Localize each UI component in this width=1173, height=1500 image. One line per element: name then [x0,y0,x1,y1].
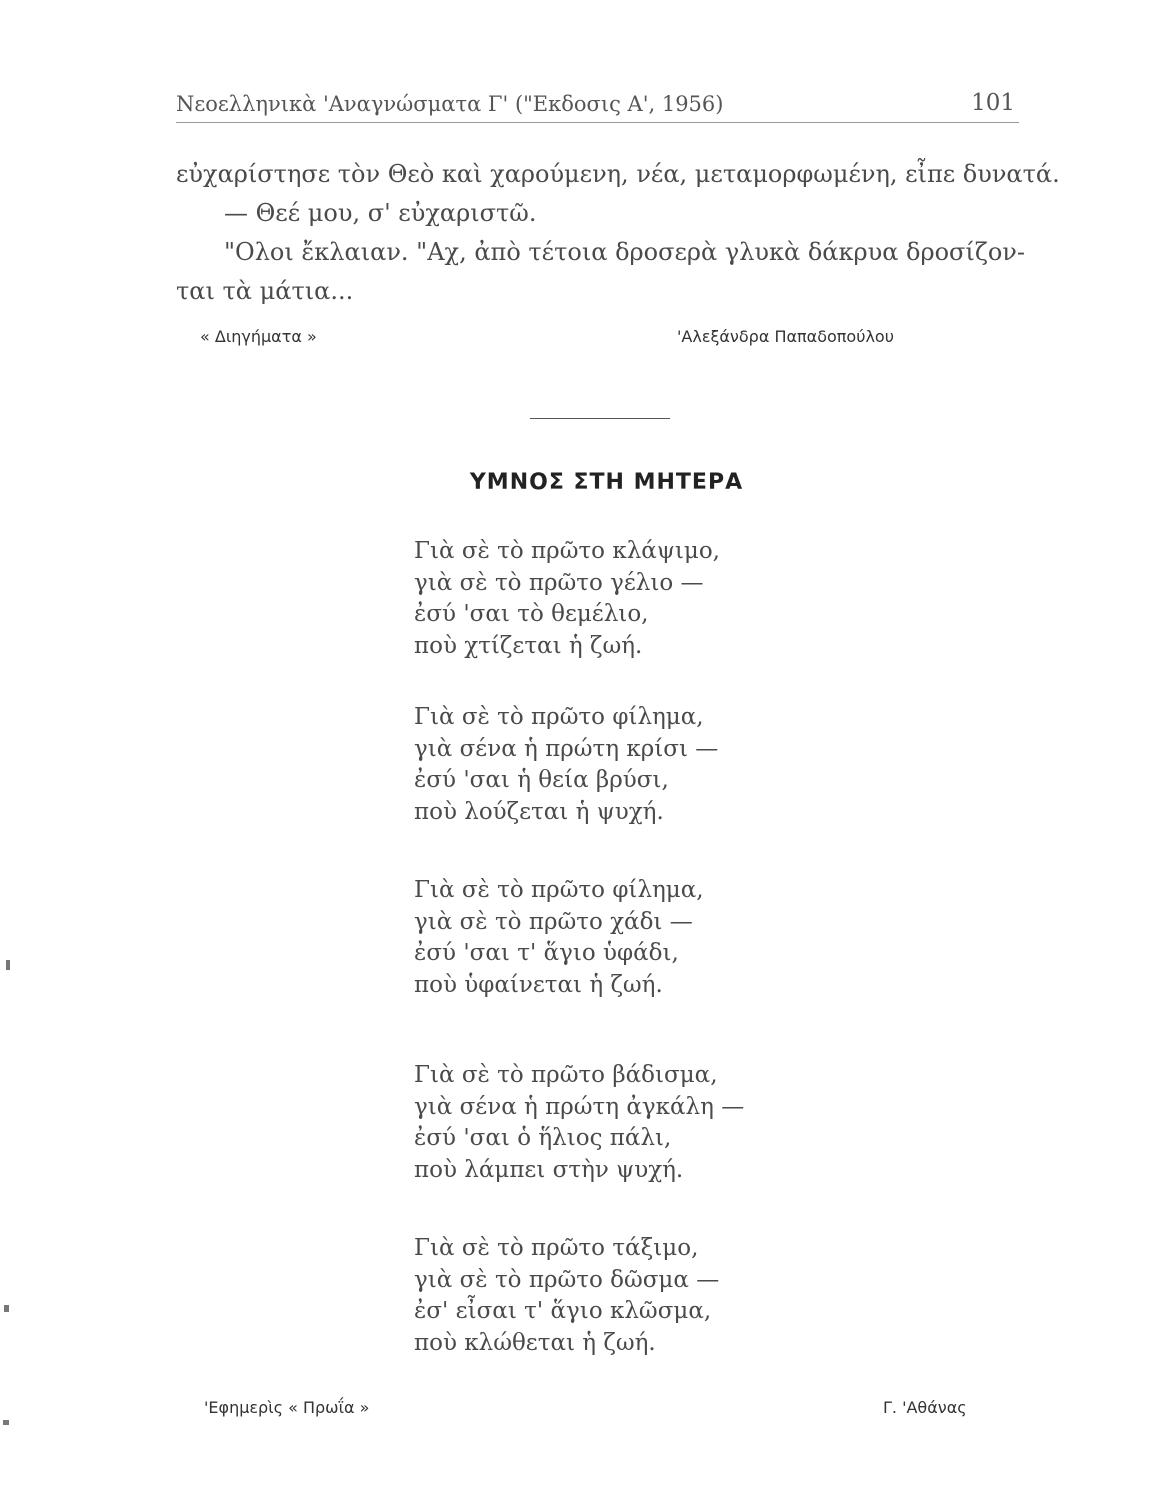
source-work: « Διηγήματα » [200,327,317,346]
poem-source-work: 'Εφημερὶς « Πρωΐα » [204,1398,370,1417]
prose-block [176,155,1060,311]
poem-line: ποὺ λάμπει στὴν ψυχή. [414,1156,684,1183]
scan-speck [6,960,10,970]
poem-line: ποὺ κλώθεται ἡ ζωή. [414,1329,656,1356]
poem-line: γιὰ σένα ἡ πρώτη ἀγκάλη — [414,1093,745,1120]
poem-source-author: Γ. 'Αθάνας [883,1398,967,1417]
poem-line: ποὺ ὑφαίνεται ἡ ζωή. [414,971,663,998]
scan-speck [3,1420,9,1425]
poem-line: ἐσύ 'σαι ὁ ἥλιος πάλι, [414,1125,672,1151]
poem-line: γιὰ σὲ τὸ πρῶτο χάδι — [414,908,693,935]
scan-speck [4,1305,9,1312]
poem-line: Γιὰ σὲ τὸ πρῶτο φίλημα, [414,877,704,903]
page-number: 101 [971,90,1015,116]
poem-stanza [414,875,704,1001]
poem-title: ΥΜΝΟΣ ΣΤΗ ΜΗΤΕΡΑ [469,470,744,495]
running-header [176,88,1019,123]
poem-line: ἐσύ 'σαι τ' ἅγιο ὑφάδι, [414,940,679,966]
prose-line: "Ολοι ἔκλαιαν. "Αχ, ἀπὸ τέτοια δροσερὰ γλυκὰ δάκρυα δροσίζον- [224,238,1025,266]
prose-line: — Θεέ μου, σ' εὐχαριστῶ. [224,199,537,227]
poem-line: ἐσύ 'σαι τὸ θεμέλιο, [414,601,649,627]
poem-line: ἐσύ 'σαι ἡ θεία βρύσι, [414,767,669,793]
prose-line: ται τὰ μάτια... [176,277,354,305]
poem-line: γιὰ σὲ τὸ πρῶτο δῶσμα — [414,1266,720,1293]
running-title: Νεοελληνικὰ 'Αναγνώσματα Γ' ("Εκδοσις Α', 1956) [176,92,724,116]
poem-stanza [414,702,718,828]
poem-line: ἐσ' εἶσαι τ' ἅγιο κλῶσμα, [414,1298,712,1324]
poem-line: γιὰ σὲ τὸ πρῶτο γέλιο — [414,569,704,596]
poem-line: Γιὰ σὲ τὸ πρῶτο φίλημα, [414,704,704,730]
poem-stanza [414,536,720,662]
poem-line: Γιὰ σὲ τὸ πρῶτο βάδισμα, [414,1062,718,1088]
poem-line: Γιὰ σὲ τὸ πρῶτο κλάψιμο, [414,538,720,564]
poem-line: Γιὰ σὲ τὸ πρῶτο τάξιμο, [414,1235,699,1261]
section-divider [530,418,670,419]
poem-stanza [414,1233,719,1359]
prose-line: εὐχαρίστησε τὸν Θεὸ καὶ χαρούμενη, νέα, μεταμορφωμένη, εἶπε δυνατά. [176,160,1060,188]
poem-line: γιὰ σένα ἡ πρώτη κρίσι — [414,735,719,762]
source-author: 'Αλεξάνδρα Παπαδοπούλου [677,327,894,346]
poem-line: ποὺ χτίζεται ἡ ζωή. [414,632,643,659]
poem-stanza [414,1060,744,1186]
poem-line: ποὺ λούζεται ἡ ψυχή. [414,798,664,825]
